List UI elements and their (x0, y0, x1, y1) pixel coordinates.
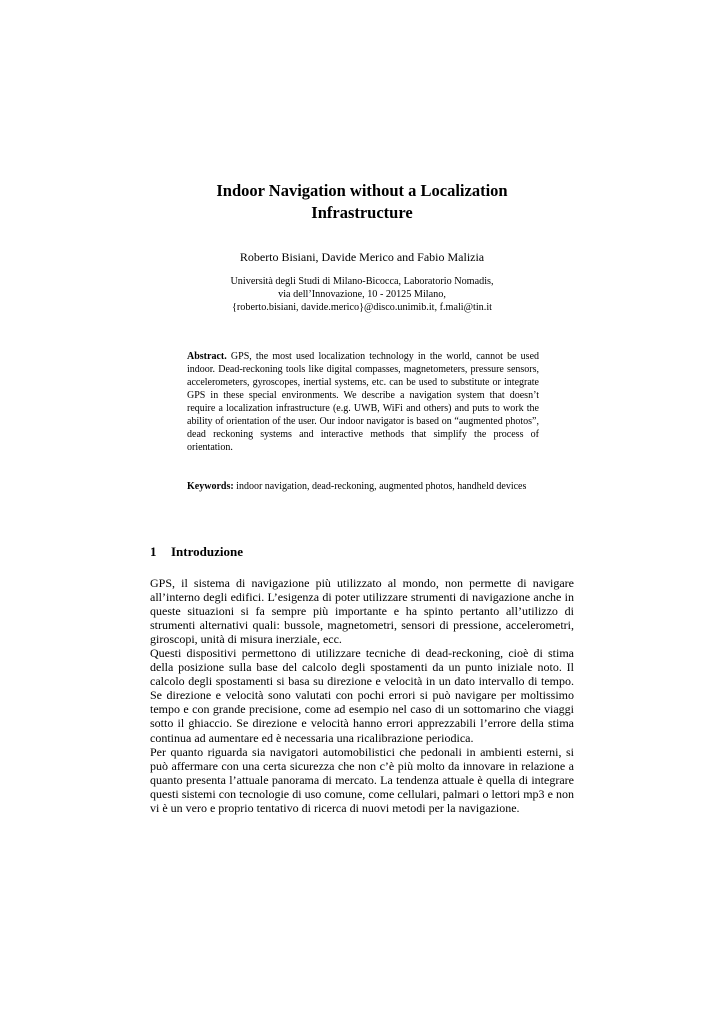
section-heading (150, 544, 574, 560)
abstract (187, 350, 539, 454)
keywords (187, 480, 539, 493)
section-body (150, 576, 574, 815)
paragraph: Questi dispositivi permettono di utilizzare tecniche di dead-reckoning, cioè di stima della posizione sulla base del calcolo degli spostamenti da un punto iniziale noto. Il calcolo degli spostamenti si basa su direzione e velocità in un dato intervallo di tempo. Se direzione e velocità sono valutati con pochi errori si può navigare per moltissimo tempo e con grande precisione, come ad esempio nel caso di un sottomarino che viaggi sotto il ghiaccio. Se direzione e velocità hanno errori apprezzabili l’errore della stima continua ad aumentare ed è necessaria una ricalibrazione periodica. (150, 646, 574, 745)
title-line-1: Indoor Navigation without a Localization (216, 181, 508, 200)
abstract-text: GPS, the most used localization technology in the world, cannot be used indoor. Dead-reckoning tools like digital compasses, magnetometers, pressure sensors, accelerometers, gyroscopes, inertial systems, etc. can be used to substitute or integrate GPS in these special environments. We describe a navigation system that doesn’t require a localization infrastructure (e.g. UWB, WiFi and others) and puts to work the ability of orientation of the user. Our indoor navigator is based on “augmented photos”, dead reckoning systems and interactive methods that simplify the process of orientation. (187, 351, 540, 453)
keywords-text: indoor navigation, dead-reckoning, augmented photos, handheld devices (236, 481, 527, 492)
title-line-2: Infrastructure (311, 203, 413, 222)
keywords-label: Keywords: (187, 481, 234, 492)
affiliation-line: Università degli Studi di Milano-Bicocca, Laboratorio Nomadis, (230, 276, 494, 287)
affiliation (150, 275, 574, 314)
affiliation-line: via dell’Innovazione, 10 - 20125 Milano, (278, 289, 446, 300)
paragraph: Per quanto riguarda sia navigatori automobilistici che pedonali in ambienti esterni, si può affermare con una certa sicurezza che non c’è più molto da innovare in relazione a quanto presenta l’attuale panorama di mercato. La tendenza attuale è quella di integrare questi sistemi con tecnologie di uso comune, come cellulari, palmari o lettori mp3 e non vi è un vero e proprio tentativo di ricerca di nuovi metodi per la navigazione. (150, 744, 574, 815)
affiliation-emails: {roberto.bisiani, davide.merico}@disco.unimib.it, f.mali@tin.it (232, 302, 492, 313)
paragraph: GPS, il sistema di navigazione più utilizzato al mondo, non permette di navigare all’interno degli edifici. L’esigenza di poter utilizzare strumenti di navigazione anche in queste situazioni si fa sempre più importante e ha spinto pertanto all’utilizzo di strumenti alternativi quali: bussole, magnetometri, sensori di pressione, accelerometri, giroscopi, unità di misura inerziale, ecc. (150, 576, 574, 647)
section-title: Introduzione (171, 544, 243, 559)
authors: Roberto Bisiani, Davide Merico and Fabio Malizia (239, 250, 485, 264)
abstract-label: Abstract. (187, 351, 227, 362)
paper-title (150, 180, 574, 224)
section-number: 1 (150, 544, 157, 559)
